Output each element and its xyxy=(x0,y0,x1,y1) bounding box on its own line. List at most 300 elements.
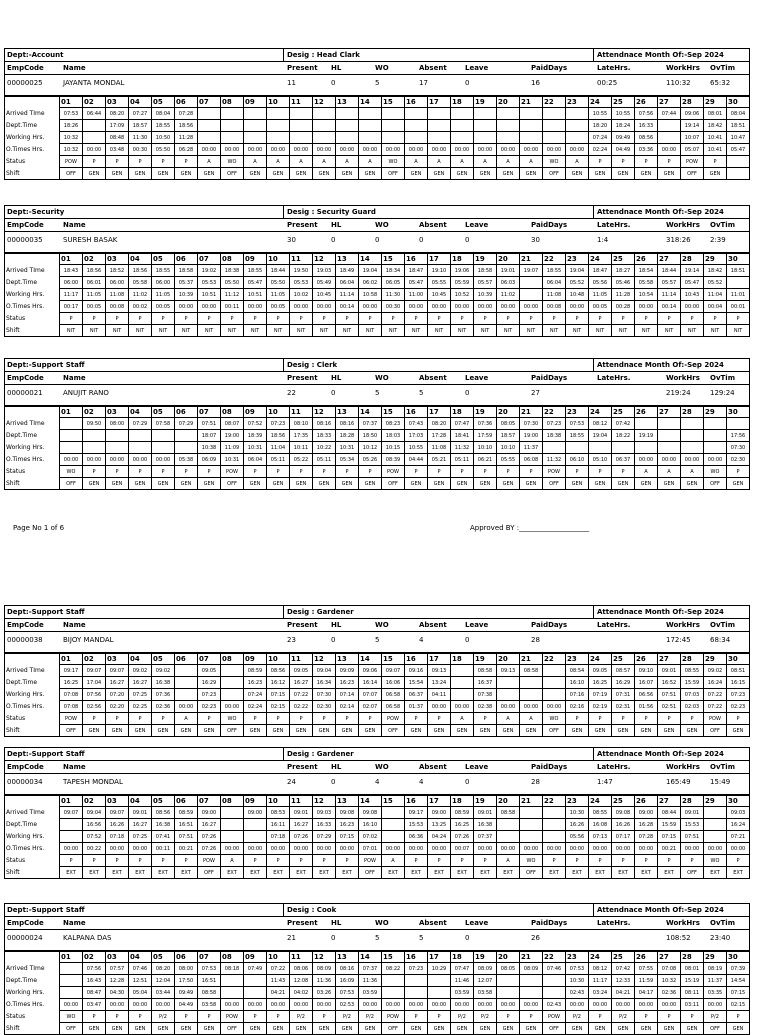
attendance-month: Attendnace Month Of:-Sep 2024 xyxy=(597,361,724,369)
grid-cell xyxy=(83,132,106,144)
grid-cell: GEN xyxy=(520,478,543,490)
grid-cell: 10:15 xyxy=(382,442,405,454)
grid-cell: P/2 xyxy=(704,1011,727,1023)
grid-cell: 02:51 xyxy=(658,701,681,713)
grid-cell: 08:11 xyxy=(681,987,704,999)
grid-cell: OFF xyxy=(221,1023,244,1035)
grid-cell: GEN xyxy=(451,725,474,737)
grid-cell: 18:56 xyxy=(129,265,152,277)
grid-cell: P xyxy=(359,466,382,478)
grid-cell: 18:42 xyxy=(704,265,727,277)
grid-cell xyxy=(129,430,152,442)
day-number: 25 xyxy=(612,796,635,807)
day-header-row xyxy=(5,654,750,665)
grid-cell: P xyxy=(612,466,635,478)
day-number: 30 xyxy=(727,97,750,108)
ovtim-value: 68:34 xyxy=(710,636,731,644)
department-label: Dept:-Support Staff xyxy=(7,906,85,914)
grid-cell: 00:00 xyxy=(198,301,221,313)
row-label: Shift xyxy=(5,867,60,879)
grid-cell: 18:38 xyxy=(221,265,244,277)
day-number: 26 xyxy=(635,796,658,807)
row-label: Arrived TIme xyxy=(5,265,60,277)
leave-value: 0 xyxy=(465,389,470,397)
grid-cell: 00:00 xyxy=(520,701,543,713)
grid-cell: 16:23 xyxy=(336,819,359,831)
grid-cell xyxy=(60,963,83,975)
shift-row xyxy=(5,168,750,180)
day-number: 10 xyxy=(267,952,290,963)
day-number: 20 xyxy=(497,796,520,807)
row-label: Status xyxy=(5,713,60,725)
grid-cell: 05:57 xyxy=(658,277,681,289)
grid-cell xyxy=(152,442,175,454)
grid-cell: NIT xyxy=(497,325,520,337)
day-number: 06 xyxy=(175,796,198,807)
grid-cell: 02:15 xyxy=(267,701,290,713)
grid-cell: POW xyxy=(382,1011,405,1023)
grid-cell: NIT xyxy=(704,325,727,337)
grid-cell: P xyxy=(382,313,405,325)
leave-header: Leave xyxy=(465,621,489,629)
header-vdivider xyxy=(593,49,594,61)
grid-cell: 07:15 xyxy=(658,831,681,843)
grid-cell: 00:00 xyxy=(428,701,451,713)
grid-cell: 06:08 xyxy=(520,454,543,466)
grid-cell: 07:51 xyxy=(658,689,681,701)
grid-cell xyxy=(359,132,382,144)
grid-cell: 00:05 xyxy=(267,301,290,313)
grid-cell: GEN xyxy=(497,478,520,490)
grid-cell: P xyxy=(497,313,520,325)
grid-cell: OFF xyxy=(704,1023,727,1035)
grid-cell: 12:04 xyxy=(152,975,175,987)
grid-cell: P xyxy=(635,713,658,725)
working-hrs-row xyxy=(5,689,750,701)
grid-cell xyxy=(359,120,382,132)
grid-cell: 05:55 xyxy=(428,277,451,289)
grid-cell: 17:28 xyxy=(428,430,451,442)
grid-cell xyxy=(520,831,543,843)
grid-cell: 16:52 xyxy=(658,677,681,689)
grid-cell: 00:11 xyxy=(152,843,175,855)
grid-cell: 08:22 xyxy=(382,963,405,975)
grid-cell: 00:22 xyxy=(83,843,106,855)
grid-cell: P xyxy=(566,855,589,867)
grid-cell: 00:21 xyxy=(175,843,198,855)
grid-cell: 16:12 xyxy=(267,677,290,689)
grid-cell: 07:55 xyxy=(635,963,658,975)
day-number: 26 xyxy=(635,254,658,265)
grid-cell: GEN xyxy=(428,725,451,737)
grid-cell: 00:00 xyxy=(497,701,520,713)
row-label: Working Hrs. xyxy=(5,831,60,843)
grid-cell: 10:43 xyxy=(681,289,704,301)
grid-cell: 05:47 xyxy=(244,277,267,289)
attendance-month: Attendnace Month Of:-Sep 2024 xyxy=(597,608,724,616)
grid-cell: P xyxy=(612,713,635,725)
grid-cell: 00:30 xyxy=(129,144,152,156)
grid-cell xyxy=(543,689,566,701)
day-number: 30 xyxy=(727,796,750,807)
grid-cell xyxy=(221,819,244,831)
ovtim-header: OvTim xyxy=(710,374,735,382)
grid-cell: 05:38 xyxy=(175,454,198,466)
day-number: 08 xyxy=(221,952,244,963)
grid-cell: GEN xyxy=(106,478,129,490)
grid-cell xyxy=(451,132,474,144)
absent-value: 4 xyxy=(419,636,424,644)
grid-cell: 05:22 xyxy=(290,454,313,466)
grid-cell: 00:00 xyxy=(451,144,474,156)
grid-cell xyxy=(221,975,244,987)
day-number: 20 xyxy=(497,254,520,265)
overtime-hrs-row xyxy=(5,301,750,313)
grid-cell: OFF xyxy=(382,1023,405,1035)
grid-cell: GEN xyxy=(152,478,175,490)
employee-name: JAYANTA MONDAL xyxy=(63,79,125,87)
grid-cell: 07:23 xyxy=(543,418,566,430)
header-vdivider xyxy=(593,748,594,760)
grid-cell: 05:58 xyxy=(635,277,658,289)
grid-cell: P xyxy=(267,855,290,867)
grid-cell: 00:00 xyxy=(658,454,681,466)
grid-cell: P xyxy=(405,855,428,867)
grid-cell: 05:47 xyxy=(405,277,428,289)
grid-cell: 00:00 xyxy=(543,843,566,855)
grid-cell: WO xyxy=(382,156,405,168)
employee-block xyxy=(4,903,750,1035)
grid-cell xyxy=(451,120,474,132)
grid-cell: 00:30 xyxy=(382,301,405,313)
day-number: 26 xyxy=(635,654,658,665)
workhrs-value: 172:45 xyxy=(666,636,691,644)
grid-cell: 17:50 xyxy=(175,975,198,987)
day-number: 11 xyxy=(290,952,313,963)
grid-cell: GEN xyxy=(359,168,382,180)
day-number: 13 xyxy=(336,796,359,807)
day-number: 04 xyxy=(129,254,152,265)
grid-cell: 00:00 xyxy=(359,999,382,1011)
day-number: 14 xyxy=(359,952,382,963)
grid-cell: 07:07 xyxy=(359,689,382,701)
grid-cell: 11:28 xyxy=(175,132,198,144)
grid-cell: P xyxy=(681,313,704,325)
grid-cell: 09:01 xyxy=(681,807,704,819)
grid-cell: 10:32 xyxy=(658,975,681,987)
day-number: 12 xyxy=(313,407,336,418)
grid-cell: WO xyxy=(221,713,244,725)
grid-cell: GEN xyxy=(566,478,589,490)
grid-cell: 07:57 xyxy=(106,963,129,975)
grid-cell: 00:00 xyxy=(497,301,520,313)
present-header: Present xyxy=(287,221,318,229)
grid-cell: 18:56 xyxy=(267,430,290,442)
grid-cell: 18:44 xyxy=(658,265,681,277)
grid-cell: 18:33 xyxy=(313,430,336,442)
grid-cell: 02:38 xyxy=(474,701,497,713)
grid-cell: 00:28 xyxy=(612,301,635,313)
day-number: 18 xyxy=(451,97,474,108)
header-vdivider xyxy=(283,748,284,760)
grid-cell xyxy=(152,430,175,442)
grid-cell: 03:59 xyxy=(359,987,382,999)
grid-cell: P xyxy=(635,855,658,867)
grid-cell: P xyxy=(152,466,175,478)
day-header-label xyxy=(5,952,60,963)
row-label: Working Hrs. xyxy=(5,442,60,454)
grid-cell: 02:23 xyxy=(727,701,750,713)
grid-cell: 00:00 xyxy=(451,999,474,1011)
day-number: 16 xyxy=(405,254,428,265)
grid-cell: 08:09 xyxy=(520,963,543,975)
workhrs-value: 108:52 xyxy=(666,934,691,942)
grid-cell: 09:17 xyxy=(405,807,428,819)
grid-cell: GEN xyxy=(658,725,681,737)
day-number: 24 xyxy=(589,407,612,418)
grid-cell: A xyxy=(359,156,382,168)
grid-cell xyxy=(681,430,704,442)
grid-cell: 07:24 xyxy=(589,132,612,144)
grid-cell: 11:32 xyxy=(451,442,474,454)
grid-cell: GEN xyxy=(589,168,612,180)
grid-cell: 07:26 xyxy=(451,831,474,843)
grid-cell: 02:36 xyxy=(152,701,175,713)
grid-cell: 10:55 xyxy=(612,108,635,120)
grid-cell xyxy=(106,430,129,442)
grid-cell: 18:41 xyxy=(451,430,474,442)
grid-cell xyxy=(175,442,198,454)
grid-cell: P xyxy=(313,313,336,325)
department-label: Dept:-Account xyxy=(7,51,64,59)
dept-time-row xyxy=(5,430,750,442)
grid-cell: 00:00 xyxy=(658,144,681,156)
grid-cell xyxy=(405,120,428,132)
grid-cell: P xyxy=(244,313,267,325)
grid-cell: 07:53 xyxy=(198,963,221,975)
grid-cell: P xyxy=(129,713,152,725)
grid-cell: GEN xyxy=(83,168,106,180)
grid-cell: P/2 xyxy=(474,1011,497,1023)
grid-cell: NIT xyxy=(405,325,428,337)
paiddays-value: 27 xyxy=(531,389,540,397)
ovtim-header: OvTim xyxy=(710,221,735,229)
grid-cell: 08:20 xyxy=(428,418,451,430)
latehrs-header: LateHrs. xyxy=(597,374,631,382)
grid-cell: 05:52 xyxy=(704,277,727,289)
header-divider xyxy=(5,231,749,232)
grid-cell: 10:10 xyxy=(497,442,520,454)
grid-cell xyxy=(405,108,428,120)
employee-code: 00000025 xyxy=(7,79,43,87)
grid-cell: 19:04 xyxy=(589,430,612,442)
grid-cell: POW xyxy=(382,713,405,725)
grid-cell: 16:14 xyxy=(359,677,382,689)
empcode-header: EmpCode xyxy=(7,763,44,771)
workhrs-value: 318:26 xyxy=(666,236,691,244)
day-number: 01 xyxy=(60,254,83,265)
grid-cell: 05:57 xyxy=(474,277,497,289)
grid-cell xyxy=(175,689,198,701)
day-number: 27 xyxy=(658,796,681,807)
grid-cell: 07:22 xyxy=(704,689,727,701)
grid-cell xyxy=(221,807,244,819)
grid-cell: P xyxy=(497,466,520,478)
day-number: 10 xyxy=(267,654,290,665)
grid-cell: 09:09 xyxy=(336,665,359,677)
row-label: Shift xyxy=(5,168,60,180)
grid-cell: 09:03 xyxy=(313,807,336,819)
grid-cell: 00:07 xyxy=(451,843,474,855)
grid-cell: GEN xyxy=(635,725,658,737)
day-number: 24 xyxy=(589,254,612,265)
grid-cell: 00:00 xyxy=(566,999,589,1011)
present-value: 21 xyxy=(287,934,296,942)
grid-cell: 16:29 xyxy=(198,677,221,689)
day-header-row xyxy=(5,407,750,418)
present-header: Present xyxy=(287,621,318,629)
grid-cell: 08:16 xyxy=(336,418,359,430)
grid-cell xyxy=(244,819,267,831)
day-number: 25 xyxy=(612,654,635,665)
grid-cell xyxy=(221,677,244,689)
grid-cell: P xyxy=(451,313,474,325)
grid-cell xyxy=(60,987,83,999)
day-number: 18 xyxy=(451,407,474,418)
grid-cell: GEN xyxy=(612,478,635,490)
paiddays-header: PaidDays xyxy=(531,621,568,629)
grid-cell: 18:49 xyxy=(336,265,359,277)
grid-cell: EXT xyxy=(612,867,635,879)
day-number: 01 xyxy=(60,952,83,963)
grid-cell: 07:17 xyxy=(612,831,635,843)
grid-cell: WO xyxy=(543,713,566,725)
wo-header: WO xyxy=(375,621,389,629)
arrived-time-row xyxy=(5,265,750,277)
grid-cell: 09:07 xyxy=(106,665,129,677)
grid-cell: 00:00 xyxy=(405,144,428,156)
grid-cell: 19:00 xyxy=(221,430,244,442)
absent-value: 5 xyxy=(419,389,424,397)
day-number: 19 xyxy=(474,952,497,963)
day-number: 01 xyxy=(60,796,83,807)
grid-cell: OFF xyxy=(60,725,83,737)
grid-cell: GEN xyxy=(129,725,152,737)
grid-cell: GEN xyxy=(359,1023,382,1035)
grid-cell: P xyxy=(681,855,704,867)
grid-cell: 18:55 xyxy=(152,265,175,277)
grid-cell: 18:27 xyxy=(612,265,635,277)
day-number: 10 xyxy=(267,97,290,108)
grid-cell: P xyxy=(313,855,336,867)
row-label: Dept.Time xyxy=(5,277,60,289)
absent-value: 4 xyxy=(419,778,424,786)
grid-cell xyxy=(221,689,244,701)
grid-cell xyxy=(382,831,405,843)
grid-cell: 00:00 xyxy=(589,843,612,855)
row-label: Dept.Time xyxy=(5,430,60,442)
grid-cell: 07:30 xyxy=(727,442,750,454)
attendance-grid xyxy=(4,253,750,337)
grid-cell: GEN xyxy=(497,725,520,737)
grid-cell: GEN xyxy=(727,478,750,490)
grid-cell: 09:17 xyxy=(60,665,83,677)
day-number: 22 xyxy=(543,97,566,108)
grid-cell: 16:26 xyxy=(106,819,129,831)
grid-cell: P xyxy=(313,713,336,725)
header-vdivider xyxy=(593,206,594,218)
row-label: Dept.Time xyxy=(5,975,60,987)
grid-cell: 00:00 xyxy=(129,999,152,1011)
day-number: 22 xyxy=(543,254,566,265)
grid-cell: 00:00 xyxy=(313,144,336,156)
grid-cell: 00:00 xyxy=(566,144,589,156)
grid-cell: A xyxy=(244,156,267,168)
grid-cell: 07:14 xyxy=(336,689,359,701)
grid-cell: GEN xyxy=(244,168,267,180)
grid-cell: 00:00 xyxy=(60,999,83,1011)
grid-cell xyxy=(336,120,359,132)
name-header: Name xyxy=(63,919,86,927)
grid-cell: 16:27 xyxy=(106,677,129,689)
grid-cell: OFF xyxy=(359,867,382,879)
grid-cell: 00:00 xyxy=(129,454,152,466)
grid-cell: 09:01 xyxy=(290,807,313,819)
overtime-hrs-row xyxy=(5,843,750,855)
day-number: 11 xyxy=(290,97,313,108)
grid-cell: 07:15 xyxy=(336,831,359,843)
department-label: Dept:-Support Staff xyxy=(7,361,85,369)
day-number: 03 xyxy=(106,796,129,807)
grid-cell: P/2 xyxy=(336,1011,359,1023)
hl-value: 0 xyxy=(331,79,336,87)
grid-cell: 12:08 xyxy=(290,975,313,987)
grid-cell: GEN xyxy=(589,725,612,737)
day-number: 29 xyxy=(704,796,727,807)
grid-cell: GEN xyxy=(175,168,198,180)
grid-cell: OFF xyxy=(60,478,83,490)
grid-cell: 11:08 xyxy=(543,289,566,301)
grid-cell: 11:02 xyxy=(497,289,520,301)
grid-cell: GEN xyxy=(198,168,221,180)
day-header-label xyxy=(5,97,60,108)
grid-cell: 09:01 xyxy=(129,807,152,819)
employee-code: 00000038 xyxy=(7,636,43,644)
day-number: 18 xyxy=(451,796,474,807)
grid-cell: NIT xyxy=(612,325,635,337)
grid-cell: P xyxy=(106,466,129,478)
header-vdivider xyxy=(283,359,284,371)
grid-cell: 07:53 xyxy=(566,963,589,975)
grid-cell: 00:00 xyxy=(612,999,635,1011)
grid-cell: 00:00 xyxy=(681,843,704,855)
grid-cell: 16:28 xyxy=(635,819,658,831)
row-label: O.Times Hrs. xyxy=(5,701,60,713)
grid-cell: GEN xyxy=(635,1023,658,1035)
row-label: Dept.Time xyxy=(5,120,60,132)
day-number: 23 xyxy=(566,796,589,807)
grid-cell: A xyxy=(382,855,405,867)
grid-cell: 09:04 xyxy=(83,807,106,819)
grid-cell: P xyxy=(267,313,290,325)
workhrs-value: 110:32 xyxy=(666,79,691,87)
grid-cell: 10:41 xyxy=(704,144,727,156)
grid-cell: 11:36 xyxy=(313,975,336,987)
grid-cell: GEN xyxy=(313,1023,336,1035)
grid-cell: GEN xyxy=(428,1023,451,1035)
grid-cell: 03:58 xyxy=(474,987,497,999)
grid-cell: 00:21 xyxy=(658,843,681,855)
